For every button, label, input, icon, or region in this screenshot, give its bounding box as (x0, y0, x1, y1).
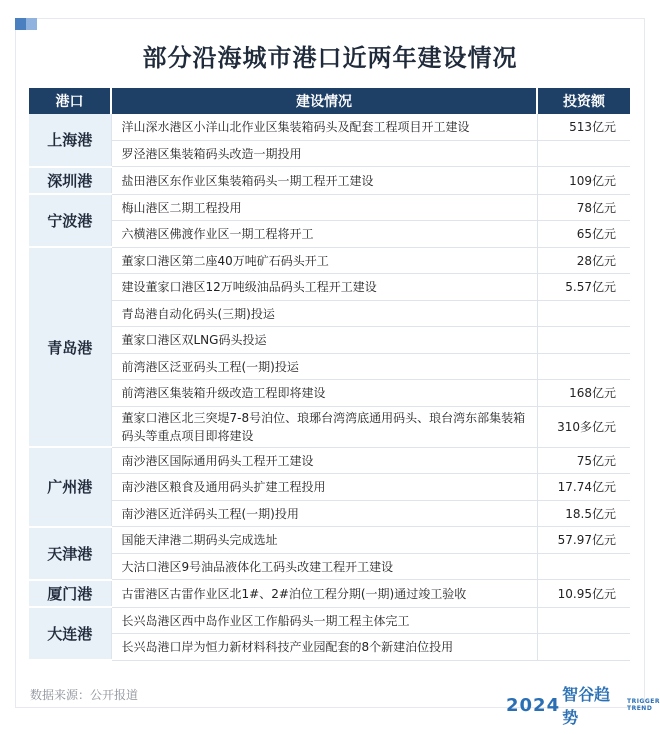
page-title: 部分沿海城市港口近两年建设情况 (142, 44, 518, 72)
project-description: 南沙港区国际通用码头工程开工建设 (111, 447, 537, 474)
port-name: 厦门港 (29, 580, 111, 608)
table-row (29, 380, 630, 407)
port-name: 上海港 (29, 114, 111, 167)
brand-en-line1: TRIGGER (626, 698, 660, 705)
investment-amount (537, 327, 630, 354)
table-row (29, 353, 630, 380)
project-description: 建设董家口港区12万吨级油品码头工程开工建设 (111, 274, 537, 301)
investment-amount: 10.95亿元 (537, 580, 630, 608)
project-description: 国能天津港二期码头完成选址 (111, 527, 537, 554)
investment-amount (537, 353, 630, 380)
table-row (29, 474, 630, 501)
table-row (29, 607, 630, 634)
header-port: 港口 (29, 88, 111, 114)
table-header-row (29, 88, 630, 114)
investment-amount (537, 607, 630, 634)
port-name: 天津港 (29, 527, 111, 580)
table-row (29, 114, 630, 140)
project-description: 南沙港区近洋码头工程(一期)投用 (111, 500, 537, 527)
project-description: 洋山深水港区小洋山北作业区集装箱码头及配套工程项目开工建设 (111, 114, 537, 140)
table-row (29, 527, 630, 554)
table-row (29, 247, 630, 274)
project-description: 盐田港区东作业区集装箱码头一期工程开工建设 (111, 167, 537, 195)
investment-amount: 75亿元 (537, 447, 630, 474)
project-description: 长兴岛港区西中岛作业区工作船码头一期工程主体完工 (111, 607, 537, 634)
table-row (29, 553, 630, 580)
investment-amount: 5.57亿元 (537, 274, 630, 301)
brand-en (627, 698, 660, 712)
table-body (29, 114, 630, 660)
investment-amount: 18.5亿元 (537, 500, 630, 527)
project-description: 南沙港区粮食及通用码头扩建工程投用 (111, 474, 537, 501)
investment-amount: 17.74亿元 (537, 474, 630, 501)
investment-amount: 28亿元 (537, 247, 630, 274)
project-description: 董家口港区双LNG码头投运 (111, 327, 537, 354)
port-name: 宁波港 (29, 194, 111, 247)
project-description: 长兴岛港口岸为恒力新材料科技产业园配套的8个新建泊位投用 (111, 634, 537, 661)
table-row (29, 327, 630, 354)
project-description: 前湾港区泛亚码头工程(一期)投运 (111, 353, 537, 380)
header-investment: 投资额 (537, 88, 630, 114)
project-description: 前湾港区集装箱升级改造工程即将建设 (111, 380, 537, 407)
brand-year: 2024 (506, 694, 561, 716)
project-description: 六横港区佛渡作业区一期工程将开工 (111, 221, 537, 248)
corner-mark-icon (15, 18, 37, 30)
investment-amount (537, 634, 630, 661)
project-description: 青岛港自动化码头(三期)投运 (111, 300, 537, 327)
table-row (29, 140, 630, 167)
port-name: 广州港 (29, 447, 111, 527)
project-description: 董家口港区第二座40万吨矿石码头开工 (111, 247, 537, 274)
table-row (29, 406, 630, 447)
investment-amount (537, 140, 630, 167)
port-name: 深圳港 (29, 167, 111, 195)
data-source: 数据来源：公开报道 (30, 688, 139, 702)
investment-amount: 168亿元 (537, 380, 630, 407)
table-row (29, 221, 630, 248)
investment-amount: 310多亿元 (537, 406, 630, 447)
project-description: 大沽口港区9号油品液体化工码头改建工程开工建设 (111, 553, 537, 580)
table-row (29, 634, 630, 661)
brand-logo (506, 682, 660, 728)
project-description: 董家口港区北三突堤7-8号泊位、琅琊台湾湾底通用码头、琅台湾东部集装箱码头等重点项目即将建设 (111, 406, 537, 447)
investment-amount: 78亿元 (537, 194, 630, 221)
investment-amount: 513亿元 (537, 114, 630, 140)
table-row (29, 580, 630, 608)
project-description: 梅山港区二期工程投用 (111, 194, 537, 221)
port-name: 大连港 (29, 607, 111, 660)
table-row (29, 274, 630, 301)
port-name: 青岛港 (29, 247, 111, 447)
investment-amount (537, 553, 630, 580)
port-table (29, 88, 630, 661)
investment-amount: 109亿元 (537, 167, 630, 195)
table-row (29, 447, 630, 474)
table-row (29, 194, 630, 221)
brand-name: 智谷趋势 (562, 685, 611, 727)
table-row (29, 300, 630, 327)
project-description: 古雷港区古雷作业区北1#、2#泊位工程分期(一期)通过竣工验收 (111, 580, 537, 608)
project-description: 罗泾港区集装箱码头改造一期投用 (111, 140, 537, 167)
header-desc: 建设情况 (111, 88, 537, 114)
table-row (29, 500, 630, 527)
investment-amount: 65亿元 (537, 221, 630, 248)
table-row (29, 167, 630, 195)
investment-amount (537, 300, 630, 327)
brand-en-line2: TREND (626, 705, 653, 712)
investment-amount: 57.97亿元 (537, 527, 630, 554)
